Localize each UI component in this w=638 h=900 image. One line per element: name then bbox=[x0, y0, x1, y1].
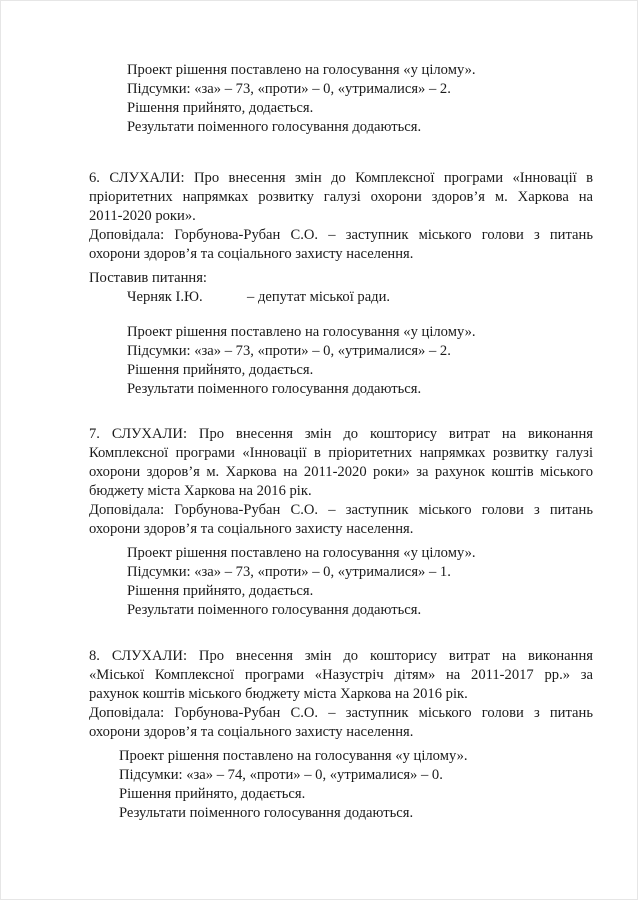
item-heading: бюджету міста Харкова на 2016 рік. bbox=[89, 483, 312, 499]
vote-decision: Рішення прийнято, додається. bbox=[119, 786, 306, 802]
item-heading: 7. СЛУХАЛИ: Про внесення змін до кошторису витрат на виконання bbox=[89, 426, 593, 442]
vote-decision: Рішення прийнято, додається. bbox=[127, 583, 314, 599]
vote-results: Підсумки: «за» – 73, «проти» – 0, «утрималися» – 2. bbox=[127, 81, 451, 97]
speaker-name: Черняк І.Ю. bbox=[127, 289, 203, 305]
vote-line: Проект рішення поставлено на голосування «у цілому». bbox=[127, 324, 476, 340]
vote-roll-call: Результати поіменного голосування додаються. bbox=[127, 119, 422, 135]
item-heading: охорони здоров’я м. Харкова на 2011-2020 роки» за рахунок коштів міського bbox=[89, 464, 593, 480]
item-heading: пріоритетних напрямках розвитку галузі охорони здоров’я м. Харкова на bbox=[89, 189, 593, 205]
vote-line: Проект рішення поставлено на голосування «у цілому». bbox=[127, 62, 476, 78]
vote-block-item8 bbox=[89, 747, 623, 823]
agenda-item-6 bbox=[89, 169, 593, 264]
vote-line: Проект рішення поставлено на голосування «у цілому». bbox=[127, 545, 476, 561]
vote-results: Підсумки: «за» – 73, «проти» – 0, «утрималися» – 2. bbox=[127, 343, 451, 359]
agenda-item-7 bbox=[89, 425, 593, 539]
reporter-line: охорони здоров’я та соціального захисту населення. bbox=[89, 246, 414, 262]
item-heading: рахунок коштів міського бюджету міста Харкова на 2016 рік. bbox=[89, 686, 468, 702]
reporter-line: охорони здоров’я та соціального захисту населення. bbox=[89, 521, 414, 537]
speaker-role: – депутат міської ради. bbox=[247, 289, 391, 305]
reporter-line: Доповідала: Горбунова-Рубан С.О. – заступник міського голови з питань bbox=[89, 227, 593, 243]
item-heading: 8. СЛУХАЛИ: Про внесення змін до кошторису витрат на виконання bbox=[89, 648, 593, 664]
reporter-line: охорони здоров’я та соціального захисту населення. bbox=[89, 724, 414, 740]
vote-line: Проект рішення поставлено на голосування «у цілому». bbox=[119, 748, 468, 764]
vote-roll-call: Результати поіменного голосування додаються. bbox=[119, 805, 414, 821]
item-heading: Комплексної програми «Інновації в пріоритетних напрямках розвитку галузі bbox=[89, 445, 593, 461]
item-heading: 2011-2020 роки». bbox=[89, 208, 196, 224]
vote-decision: Рішення прийнято, додається. bbox=[127, 100, 314, 116]
vote-results: Підсумки: «за» – 73, «проти» – 0, «утрималися» – 1. bbox=[127, 564, 451, 580]
vote-decision: Рішення прийнято, додається. bbox=[127, 362, 314, 378]
vote-results: Підсумки: «за» – 74, «проти» – 0, «утрималися» – 0. bbox=[119, 767, 443, 783]
speaker-row bbox=[89, 288, 593, 307]
agenda-item-8 bbox=[89, 647, 593, 742]
reporter-line: Доповідала: Горбунова-Рубан С.О. – заступник міського голови з питань bbox=[89, 705, 593, 721]
vote-roll-call: Результати поіменного голосування додаються. bbox=[127, 381, 422, 397]
vote-block-item5 bbox=[89, 61, 631, 137]
question-label: Поставив питання: bbox=[89, 270, 207, 286]
vote-block-item6 bbox=[89, 323, 631, 399]
vote-block-item7 bbox=[89, 544, 631, 620]
reporter-line: Доповідала: Горбунова-Рубан С.О. – заступник міського голови з питань bbox=[89, 502, 593, 518]
item-heading: 6. СЛУХАЛИ: Про внесення змін до Комплексної програми «Інновації в bbox=[89, 170, 593, 186]
vote-roll-call: Результати поіменного голосування додаються. bbox=[127, 602, 422, 618]
question-block-item6 bbox=[89, 269, 593, 307]
item-heading: «Міської Комплексної програми «Назустріч дітям» на 2011-2017 рр.» за bbox=[89, 667, 593, 683]
